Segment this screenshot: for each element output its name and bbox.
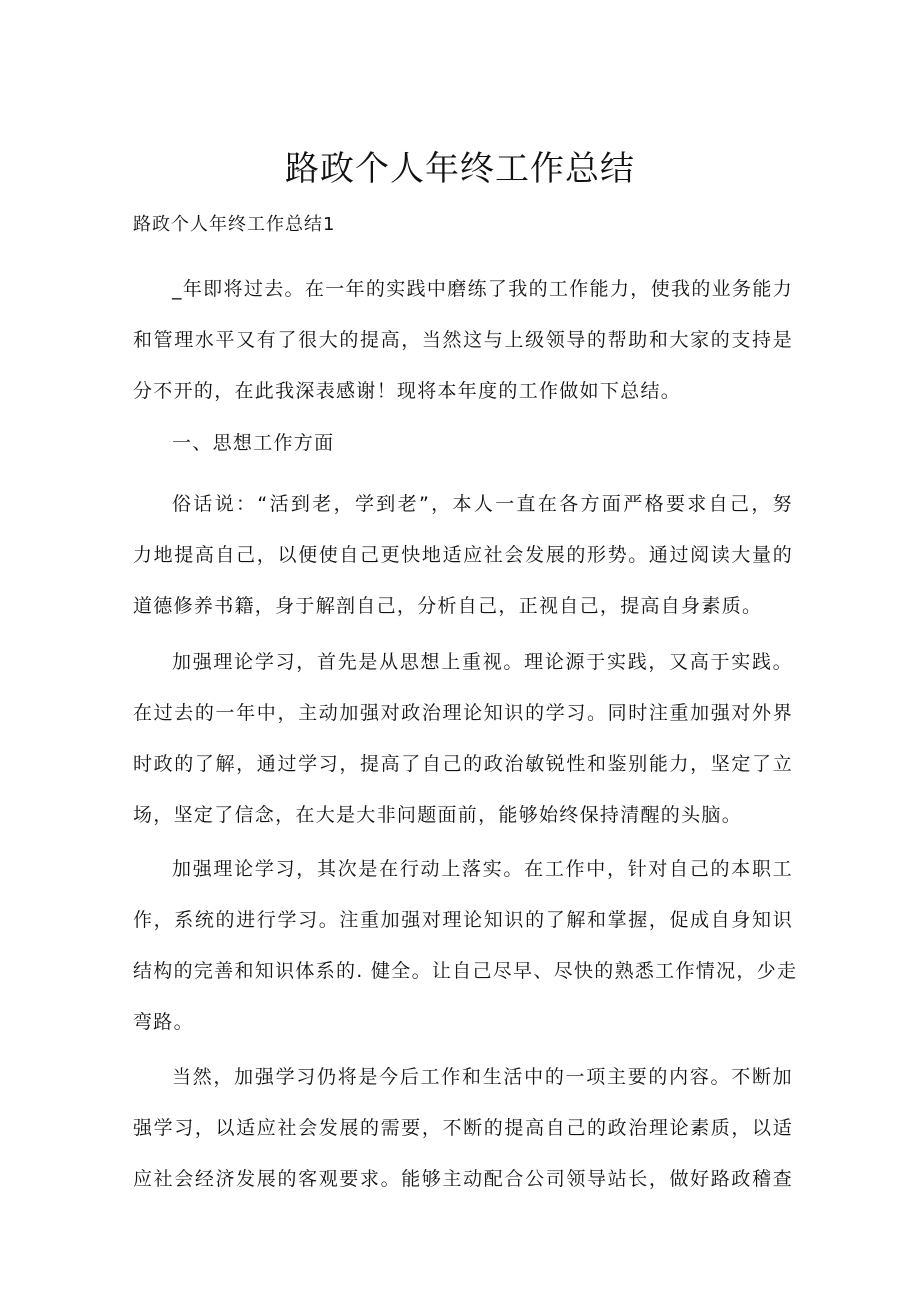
- paragraph-line: 弯路。: [133, 1011, 194, 1033]
- paragraph-line: 作，系统的进行学习。注重加强对理论知识的了解和掌握，促成自身知识: [133, 909, 793, 931]
- paragraph-line: 分不开的，在此我深表感谢！现将本年度的工作做如下总结。: [133, 380, 682, 402]
- paragraph-line: 在过去的一年中，主动加强对政治理论知识的学习。同时注重加强对外界: [133, 702, 793, 724]
- paragraph-line: 加强理论学习，其次是在行动上落实。在工作中，针对自己的本职工: [172, 858, 793, 880]
- paragraph-continued-study: [133, 1052, 793, 1205]
- paragraph-line: 和管理水平又有了很大的提高，当然这与上级领导的帮助和大家的支持是: [133, 329, 793, 351]
- paragraph-line: 加强理论学习，首先是从思想上重视。理论源于实践，又高于实践。: [172, 651, 793, 673]
- document-subtitle: 路政个人年终工作总结1: [133, 214, 336, 235]
- paragraph-line: _年即将过去。在一年的实践中磨练了我的工作能力，使我的业务能力: [172, 278, 793, 300]
- paragraph-line: 力地提高自己，以便使自己更快地适应社会发展的形势。通过阅读大量的: [133, 544, 793, 566]
- paragraph-line: 应社会经济发展的客观要求。能够主动配合公司领导站长，做好路政稽查: [133, 1168, 793, 1190]
- paragraph-action: [133, 844, 798, 1048]
- paragraph-line: 时政的了解，通过学习，提高了自己的政治敏锐性和鉴别能力，坚定了立: [133, 753, 793, 775]
- paragraph-line: 俗话说：“活到老，学到老”，本人一直在各方面严格要求自己，努: [172, 493, 793, 515]
- document-title: 路政个人年终工作总结: [285, 149, 635, 189]
- paragraph-line: 当然，加强学习仍将是今后工作和生活中的一项主要的内容。不断加: [172, 1066, 793, 1088]
- paragraph-motto: [133, 479, 793, 632]
- paragraph-line: 强学习，以适应社会发展的需要，不断的提高自己的政治理论素质，以适: [133, 1117, 793, 1139]
- paragraph-line: 场，坚定了信念，在大是大非问题面前，能够始终保持清醒的头脑。: [133, 804, 743, 826]
- paragraph-theory-study: [133, 637, 793, 841]
- paragraph-line: 结构的完善和知识体系的. 健全。让自己尽早、尽快的熟悉工作情况，少走: [133, 960, 798, 982]
- paragraph-line: 道德修养书籍，身于解剖自己，分析自己，正视自己，提高自身素质。: [133, 595, 763, 617]
- paragraph-intro: [133, 264, 793, 417]
- section-heading: 一、思想工作方面: [172, 432, 335, 454]
